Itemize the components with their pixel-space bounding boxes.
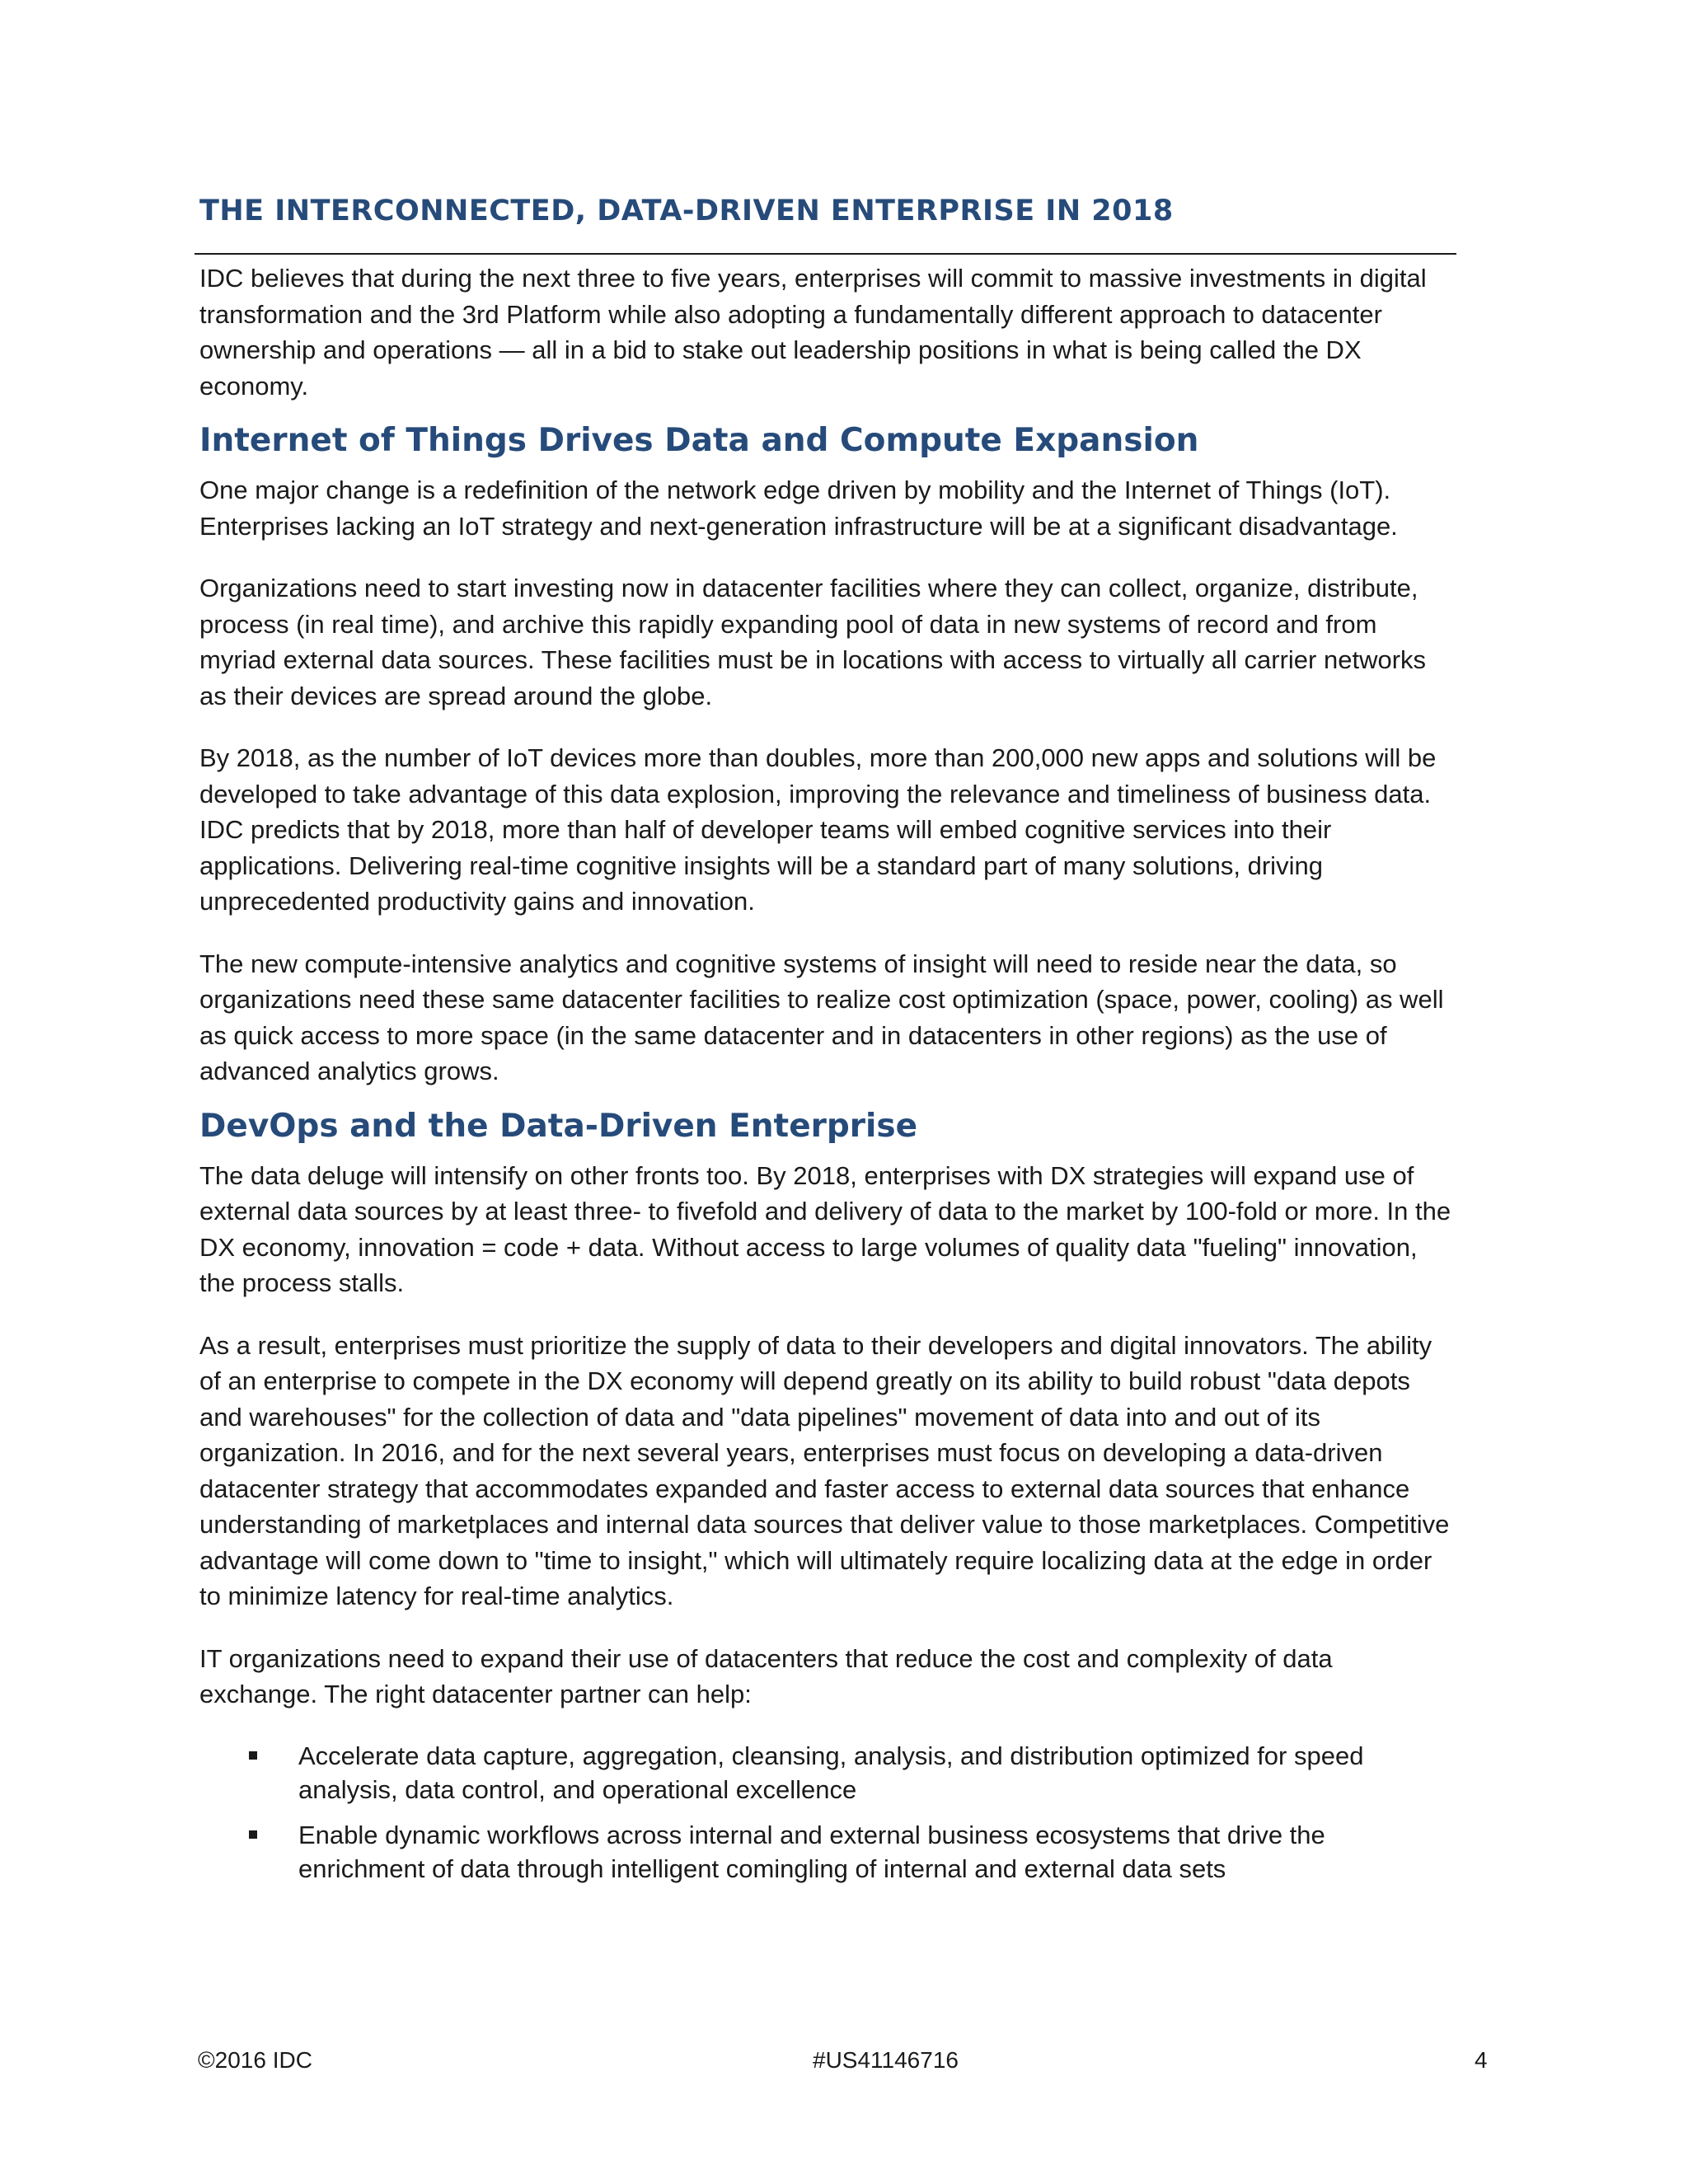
devops-paragraph-1: The data deluge will intensify on other fronts too. By 2018, enterprises with DX strategies will expand use of external data sources by at least three- to fivefold and delivery of data to the market by 100-fold or more. In the DX economy, innovation = code + data. Without access to large volumes of quality data "fueling" innovation, the process stalls.	[199, 1160, 1451, 1297]
iot-heading: Internet of Things Drives Data and Compute Expansion	[199, 422, 1199, 459]
footer-page-number: 4	[1475, 2047, 1488, 2073]
iot-paragraph-1: One major change is a redefinition of the network edge driven by mobility and the Internet of Things (IoT). Enterprises lacking an IoT strategy and next-generation infrastructure will be at a significant disadvantage.	[199, 476, 1398, 541]
bullet-item	[199, 1739, 1456, 1807]
page-content	[199, 194, 1456, 1886]
devops-paragraph-2: As a result, enterprises must prioritize the supply of data to their developers and digital innovators. The ability of an enterprise to compete in the DX economy will depend greatly on its ability to build robust "data depots and warehouses" for the collection of data and "data pipelines" movement of data into and out of its organization. In 2016, and for the next several years, enterprises must focus on developing a data-driven datacenter strategy that accommodates expanded and faster access to external data sources that enhance understanding of marketplaces and internal data sources that deliver value to those marketplaces. Competitive advantage will come down to "time to insight," which will ultimately require localizing data at the edge in order to minimize latency for real-time analytics.	[199, 1330, 1450, 1610]
intro-paragraph: IDC believes that during the next three to five years, enterprises will commit to massive investments in digital transformation and the 3rd Platform while also adopting a fundamentally different approach to datacenter ownership and operations — all in a bid to stake out leadership positions in what is being called the DX economy.	[199, 264, 1427, 401]
bullet-text: Enable dynamic workflows across internal and external business ecosystems that drive the enrichment of data through intelligent comingling of internal and external data sets	[298, 1820, 1325, 1883]
footer-copyright: ©2016 IDC	[198, 2047, 312, 2073]
iot-paragraph-2: Organizations need to start investing now in datacenter facilities where they can collect, organize, distribute, process (in real time), and archive this rapidly expanding pool of data in new systems of record and from myriad external data sources. These facilities must be in locations with access to virtually all carrier networks as their devices are spread around the globe.	[199, 574, 1427, 710]
footer-doc-id: #US41146716	[813, 2047, 959, 2073]
devops-heading: DevOps and the Data-Driven Enterprise	[199, 1107, 918, 1145]
bullet-text: Accelerate data capture, aggregation, cleansing, analysis, and distribution optimized for speed analysis, data control, and operational excellence	[298, 1741, 1364, 1804]
section-title: THE INTERCONNECTED, DATA-DRIVEN ENTERPRISE IN 2018	[199, 194, 1174, 227]
iot-paragraph-4: The new compute-intensive analytics and cognitive systems of insight will need to reside near the data, so organizations need these same datacenter facilities to realize cost optimization (space, power, cooling) as well as quick access to more space (in the same datacenter and in datacenters in other regions) as the use of advanced analytics grows.	[199, 949, 1444, 1085]
devops-paragraph-3: IT organizations need to expand their use of datacenters that reduce the cost and complexity of data exchange. The right datacenter partner can help:	[199, 1643, 1333, 1708]
square-bullet-icon	[249, 1830, 257, 1839]
bullet-list	[199, 1739, 1456, 1886]
iot-paragraph-3: By 2018, as the number of IoT devices more than doubles, more than 200,000 new apps and solutions will be developed to take advantage of this data explosion, improving the relevance and timeliness of business data. IDC predicts that by 2018, more than half of developer teams will embed cognitive services into their applications. Delivering real-time cognitive insights will be a standard part of many solutions, driving unprecedented productivity gains and innovation.	[199, 743, 1437, 916]
bullet-item	[199, 1818, 1456, 1886]
square-bullet-icon	[249, 1751, 257, 1760]
